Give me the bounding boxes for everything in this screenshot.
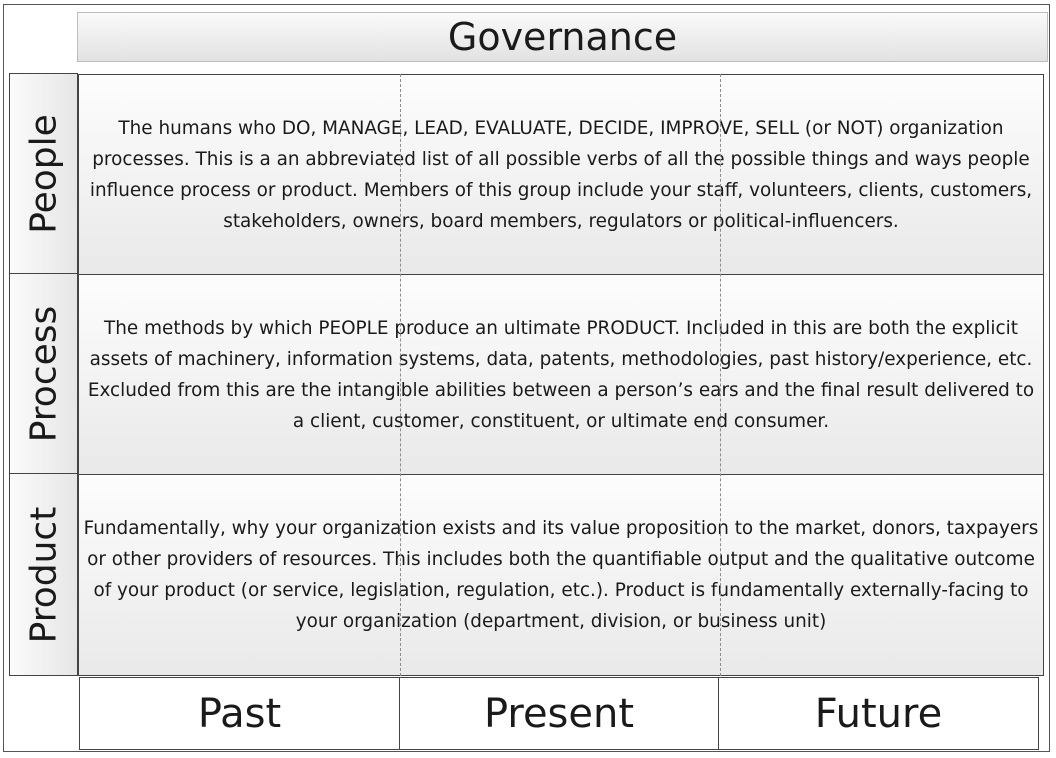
row-description: The humans who DO, MANAGE, LEAD, EVALUATE, DECIDE, IMPROVE, SELL (or NOT) organization processes. This is a an abbreviated list of all possible verbs of all the possible things and ways people influence process or product. Members of this group include your staff, volunteers, clients, customers, stakeholders, owners, board members, regulators or political-influencers. bbox=[89, 117, 1033, 232]
time-axis bbox=[79, 677, 1039, 750]
row-label-text: Process bbox=[23, 305, 64, 443]
column-label-present: Present bbox=[399, 677, 720, 750]
row-description: The methods by which PEOPLE produce an ultimate PRODUCT. Included in this are both the explicit assets of machinery, information systems, data, patents, methodologies, past history/experience, etc. Excluded from this are the intangible abilities between a person’s ears and the final result delivered to a client, customer, constituent, or ultimate end consumer. bbox=[87, 317, 1035, 432]
row-label-text: People bbox=[23, 114, 64, 234]
row-label-text: Product bbox=[23, 506, 64, 643]
diagram-title: Governance bbox=[77, 12, 1048, 62]
divider-past-present bbox=[400, 74, 401, 676]
row-people bbox=[78, 74, 1044, 275]
row-label-product bbox=[9, 473, 78, 676]
row-process bbox=[78, 274, 1044, 475]
column-label-future: Future bbox=[718, 677, 1039, 750]
row-product bbox=[78, 474, 1044, 676]
divider-present-future bbox=[720, 74, 721, 676]
row-label-people bbox=[9, 73, 78, 275]
row-label-process bbox=[9, 273, 78, 475]
column-label-past: Past bbox=[79, 677, 400, 750]
row-description: Fundamentally, why your organization exists and its value proposition to the market, donors, taxpayers or other providers of resources. This includes both the quantifiable output and the qualitative outcome of your product (or service, legislation, regulation, etc.). Product is fundamentally externally-facing to your organization (department, division, or business unit) bbox=[83, 518, 1039, 632]
